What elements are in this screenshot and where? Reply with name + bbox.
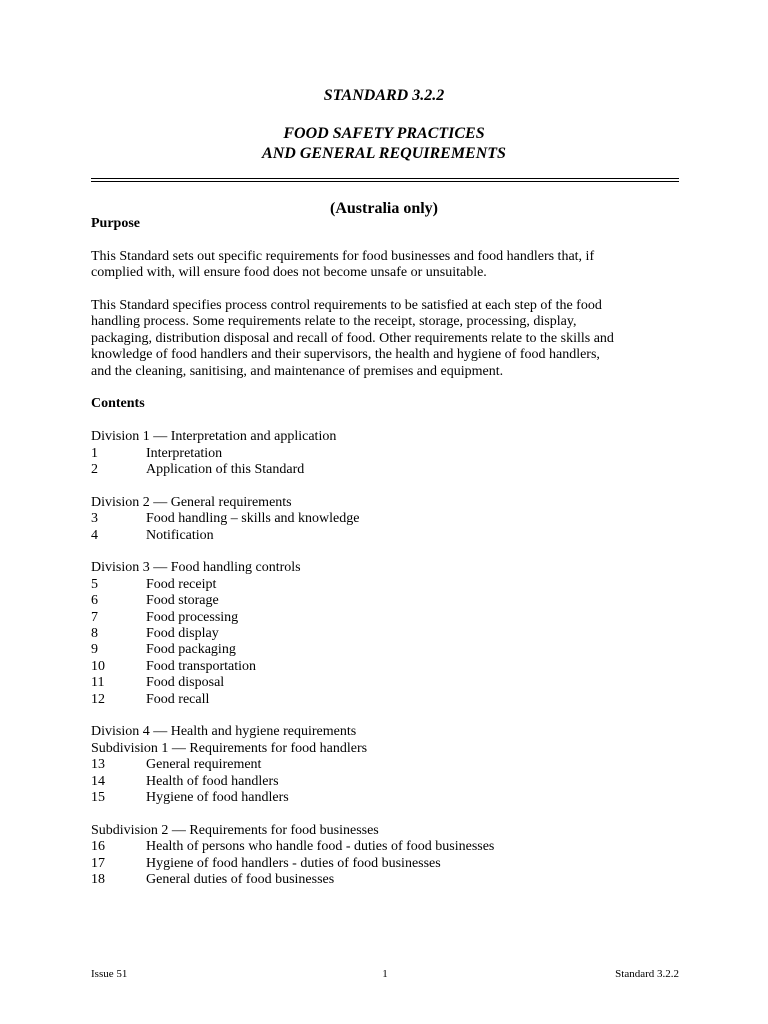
contents-item [91, 528, 691, 544]
contents-item [91, 839, 691, 855]
paragraph-line: knowledge of food handlers and their supervisors, the health and hygiene of food handlers, [91, 347, 600, 363]
double-rule-divider [91, 178, 679, 184]
paragraph-line: packaging, distribution disposal and recall of food. Other requirements relate to the skills and [91, 330, 614, 346]
item-number: 3 [91, 511, 98, 527]
item-number: 13 [91, 757, 105, 773]
contents-item [91, 642, 691, 658]
contents-item [91, 872, 691, 888]
division-4 [91, 724, 691, 888]
item-label: Food handling – skills and knowledge [146, 511, 360, 527]
division-title: Division 2 — General requirements [91, 494, 292, 510]
item-number: 4 [91, 527, 98, 543]
item-number: 17 [91, 855, 105, 871]
contents-item [91, 577, 691, 593]
item-number: 15 [91, 790, 105, 806]
item-number: 6 [91, 593, 98, 609]
item-label: Notification [146, 527, 214, 543]
item-number: 12 [91, 691, 105, 707]
item-label: Application of this Standard [146, 462, 305, 478]
item-label: General requirement [146, 757, 262, 773]
contents-item [91, 692, 691, 708]
division-1 [91, 429, 691, 478]
item-label: Food transportation [146, 658, 257, 674]
contents-item [91, 626, 691, 642]
contents-item [91, 593, 691, 609]
division-3 [91, 560, 691, 708]
item-label: Health of persons who handle food - duties of food businesses [146, 839, 495, 855]
purpose-heading: Purpose [91, 216, 140, 231]
standard-title [0, 124, 768, 164]
item-label: Food packaging [146, 642, 236, 658]
paragraph-line: This Standard sets out specific requirements for food businesses and food handlers that, if [91, 248, 595, 264]
standard-number: STANDARD 3.2.2 [323, 87, 445, 104]
paragraph-line: handling process. Some requirements relate to the receipt, storage, processing, display, [91, 314, 577, 330]
standard-title-line-2: AND GENERAL REQUIREMENTS [262, 145, 506, 162]
contents-item [91, 511, 691, 527]
division-title: Division 4 — Health and hygiene requirements [91, 724, 357, 740]
contents-item [91, 757, 691, 773]
contents-item [91, 774, 691, 790]
item-label: Hygiene of food handlers [146, 790, 289, 806]
item-label: Food display [146, 626, 219, 642]
item-label: Food processing [146, 609, 239, 625]
document-body [91, 216, 691, 889]
item-number: 16 [91, 839, 105, 855]
contents-item [91, 610, 691, 626]
item-number: 11 [91, 675, 105, 691]
scope-note: (Australia only) [330, 200, 438, 217]
contents-heading: Contents [91, 396, 145, 412]
item-label: Hygiene of food handlers - duties of food businesses [146, 855, 441, 871]
item-number: 5 [91, 576, 98, 592]
item-number: 8 [91, 626, 98, 642]
contents-item [91, 462, 691, 478]
item-label: Food disposal [146, 675, 225, 691]
item-number: 10 [91, 658, 105, 674]
item-number: 18 [91, 872, 105, 888]
item-label: General duties of food businesses [146, 872, 335, 888]
item-label: Health of food handlers [146, 773, 279, 789]
contents-item [91, 446, 691, 462]
paragraph-line: This Standard specifies process control requirements to be satisfied at each step of the food [91, 298, 602, 313]
item-number: 14 [91, 773, 105, 789]
contents-item [91, 675, 691, 691]
item-number: 9 [91, 642, 98, 658]
paragraph-line: and the cleaning, sanitising, and maintenance of premises and equipment. [91, 363, 504, 379]
item-number: 7 [91, 609, 98, 625]
purpose-paragraph-2 [91, 298, 691, 380]
division-title: Division 1 — Interpretation and application [91, 429, 337, 445]
footer-page-number: 1 [382, 968, 388, 980]
item-number: 2 [91, 462, 98, 478]
subdivision-title: Subdivision 1 — Requirements for food handlers [91, 740, 368, 756]
item-label: Food receipt [146, 576, 217, 592]
item-number: 1 [91, 445, 98, 461]
standard-title-line-1: FOOD SAFETY PRACTICES [283, 125, 485, 142]
item-label: Interpretation [146, 445, 223, 461]
footer-issue: Issue 51 [91, 968, 128, 980]
contents-item [91, 856, 691, 872]
item-label: Food storage [146, 593, 219, 609]
item-label: Food recall [146, 691, 210, 707]
contents-item [91, 790, 691, 806]
subdivision-title: Subdivision 2 — Requirements for food businesses [91, 822, 379, 838]
paragraph-line: complied with, will ensure food does not become unsafe or unsuitable. [91, 265, 487, 281]
footer-standard-ref: Standard 3.2.2 [615, 968, 679, 980]
division-2 [91, 495, 691, 544]
contents-item [91, 659, 691, 675]
division-title: Division 3 — Food handling controls [91, 560, 301, 576]
purpose-paragraph-1 [91, 249, 691, 282]
